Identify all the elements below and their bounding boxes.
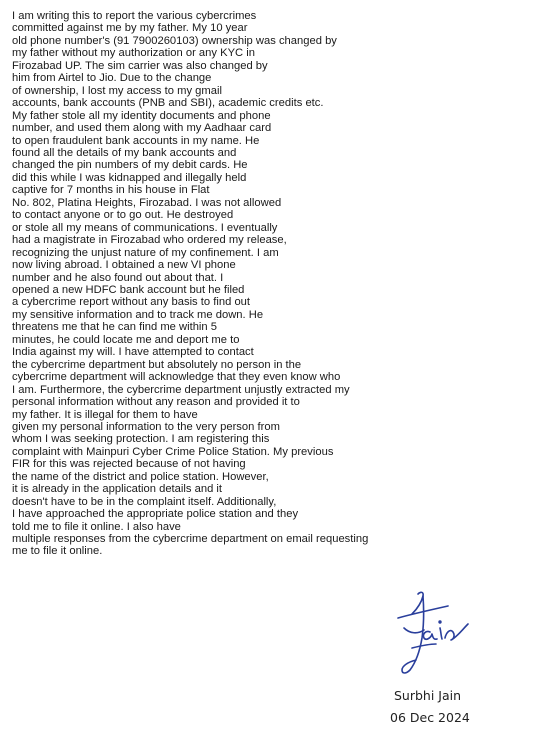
- letter-line: accounts, bank accounts (PNB and SBI), academic credits etc.: [12, 97, 324, 110]
- letter-line: my father without my authorization or any KYC in: [12, 47, 255, 60]
- letter-line: threatens me that he can find me within 5: [12, 321, 218, 334]
- letter-line: of ownership, I lost my access to my gmail: [12, 84, 222, 97]
- letter-line: I am writing this to report the various cybercrimes: [12, 10, 257, 22]
- letter-line: now living abroad. I obtained a new VI phone: [12, 259, 236, 272]
- signer-name: Surbhi Jain: [394, 688, 462, 703]
- letter-line: captive for 7 months in his house in Flat: [12, 184, 210, 197]
- letter-line: to open fraudulent bank accounts in my name. He: [12, 134, 260, 147]
- letter-line: a cybercrime report without any basis to find out: [12, 296, 251, 309]
- letter-line: I am. Furthermore, the cybercrime department unjustly extracted my: [12, 383, 350, 396]
- letter-line: changed the pin numbers of my debit cards. He: [12, 159, 248, 172]
- letter-line: me to file it online.: [12, 545, 103, 558]
- letter-line: multiple responses from the cybercrime department on email requesting: [12, 533, 369, 546]
- letter-line: My father stole all my identity documents and phone: [12, 109, 271, 122]
- letter-line: complaint with Mainpuri Cyber Crime Police Station. My previous: [12, 445, 334, 458]
- letter-line: No. 802, Platina Heights, Firozabad. I was not allowed: [12, 196, 282, 209]
- letter-line: him from Airtel to Jio. Due to the change: [12, 72, 212, 85]
- letter-line: I have approached the appropriate police station and they: [12, 508, 299, 521]
- signature-icon: [390, 588, 490, 683]
- signature-block: [388, 588, 538, 728]
- letter-line: recognizing the unjust nature of my confinement. I am: [12, 246, 279, 259]
- letter-line: or stole all my means of communications. I eventually: [12, 221, 278, 234]
- signature-date: 06 Dec 2024: [390, 710, 470, 725]
- letter-line: the cybercrime department but absolutely no person in the: [12, 358, 302, 371]
- letter-line: number, and used them along with my Aadhaar card: [12, 122, 272, 135]
- letter-line: found all the details of my bank accounts and: [12, 146, 237, 159]
- letter-line: whom I was seeking protection. I am registering this: [12, 433, 270, 446]
- letter-body: [12, 10, 542, 558]
- letter-line: the name of the district and police station. However,: [12, 470, 269, 483]
- letter-line: doesn't have to be in the complaint itself. Additionally,: [12, 495, 277, 508]
- letter-line: had a magistrate in Firozabad who ordered my release,: [12, 234, 287, 247]
- letter-line: did this while I was kidnapped and illegally held: [12, 171, 247, 184]
- letter-line: FIR for this was rejected because of not having: [12, 458, 246, 471]
- letter-line: given my personal information to the very person from: [12, 420, 280, 433]
- letter-line: it is already in the application details and it: [12, 483, 223, 496]
- letter-line: opened a new HDFC bank account but he filed: [12, 283, 245, 296]
- letter-line: Firozabad UP. The sim carrier was also changed by: [12, 59, 268, 72]
- letter-line: number and he also found out about that. I: [12, 271, 224, 284]
- letter-line: committed against me by my father. My 10 year: [12, 22, 248, 35]
- letter-line: my father. It is illegal for them to have: [12, 408, 198, 421]
- letter-line: minutes, he could locate me and deport me to: [12, 333, 240, 346]
- letter-line: personal information without any reason and provided it to: [12, 396, 300, 409]
- letter-line: to contact anyone or to go out. He destroyed: [12, 209, 234, 222]
- letter-line: cybercrime department will acknowledge that they even know who: [12, 371, 341, 384]
- letter-line: my sensitive information and to track me down. He: [12, 308, 264, 321]
- letter-line: India against my will. I have attempted to contact: [12, 346, 254, 359]
- letter-line: old phone number's (91 7900260103) ownership was changed by: [12, 34, 337, 47]
- letter-line: told me to file it online. I also have: [12, 520, 181, 533]
